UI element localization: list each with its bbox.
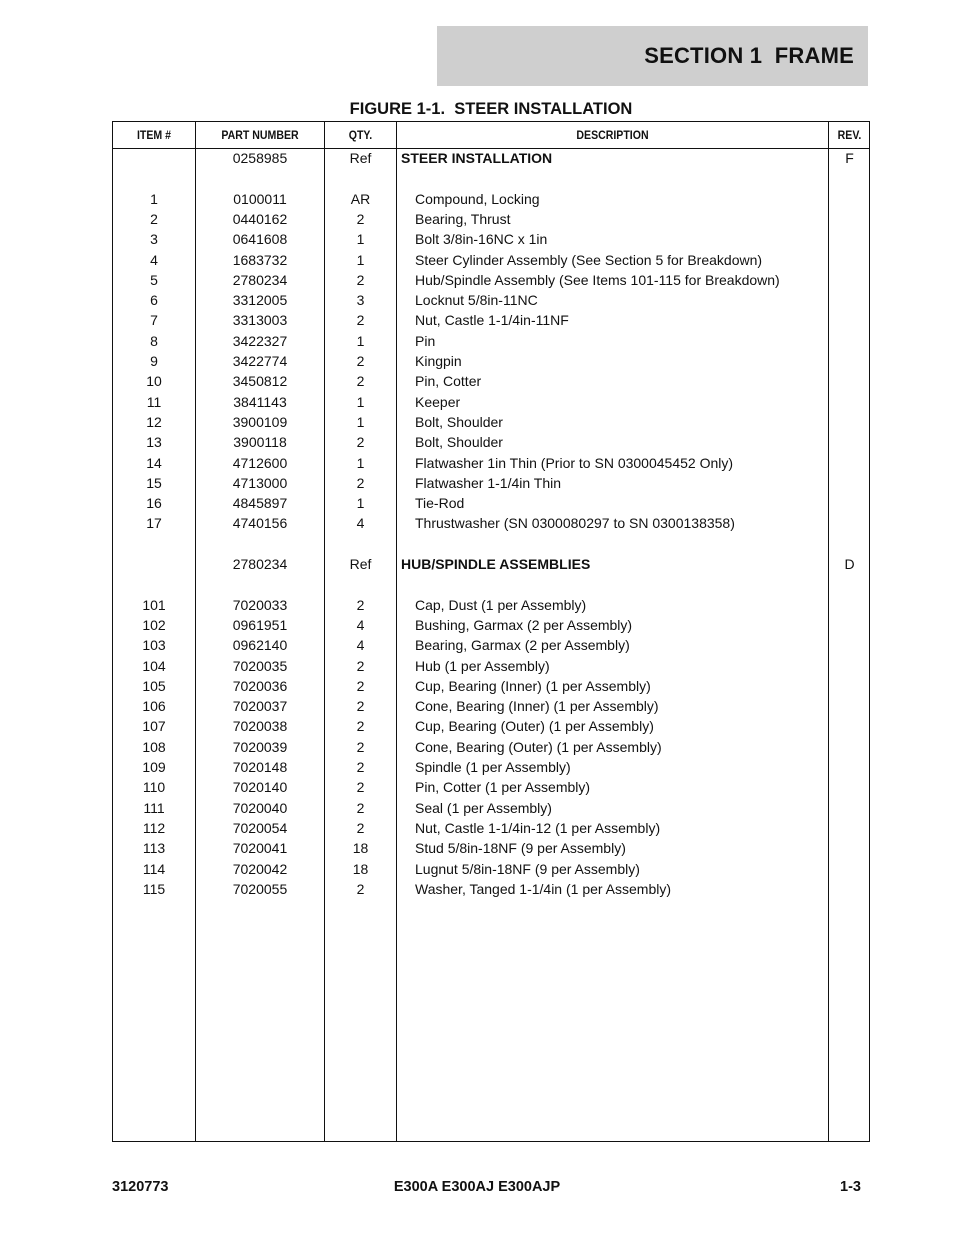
- table-row: [113, 615, 869, 635]
- item-number-cell: 111: [143, 799, 165, 816]
- header-description: DESCRIPTION: [576, 128, 649, 142]
- qty-cell: 4: [356, 616, 365, 633]
- table-group-row: [113, 554, 869, 574]
- table-row: [113, 209, 869, 229]
- rev-cell: F: [845, 150, 854, 166]
- description-cell: Hub/Spindle Assembly (See Items 101-115 for Breakdown): [415, 271, 780, 288]
- item-number-cell: 115: [142, 880, 166, 897]
- rev-cell: [829, 757, 870, 777]
- qty-cell: 18: [352, 840, 369, 857]
- table-row: [113, 757, 869, 777]
- qty-cell: 2: [356, 596, 365, 613]
- description-cell: Seal (1 per Assembly): [415, 799, 552, 816]
- rev-cell: [829, 453, 870, 473]
- qty-cell: 3: [356, 292, 365, 309]
- footer-doc-number: 3120773: [112, 1179, 169, 1195]
- table-group-row: [113, 148, 869, 168]
- qty-cell: 2: [356, 698, 365, 715]
- part-number-cell: 2780234: [232, 271, 288, 288]
- rev-cell: [829, 493, 870, 513]
- description-cell: Pin: [415, 332, 436, 349]
- qty-cell: 2: [356, 880, 365, 897]
- rev-cell: [829, 798, 870, 818]
- item-number-cell: 4: [150, 251, 158, 268]
- table-row: [113, 595, 869, 615]
- rev-cell: D: [844, 556, 855, 572]
- qty-cell: 4: [356, 515, 365, 532]
- part-number-cell: 3422774: [232, 353, 288, 369]
- qty-cell: 2: [356, 312, 365, 329]
- description-cell: Spindle (1 per Assembly): [415, 759, 571, 775]
- table-row: [113, 676, 869, 696]
- part-number-cell: 7020038: [232, 718, 288, 735]
- part-number-cell: 7020042: [232, 860, 288, 877]
- qty-cell: 2: [356, 474, 365, 491]
- qty-cell: 2: [356, 759, 365, 775]
- section-header: [437, 26, 868, 86]
- description-cell: Cap, Dust (1 per Assembly): [415, 596, 587, 613]
- rev-cell: [829, 879, 870, 899]
- table-row: [113, 879, 869, 899]
- part-number-cell: 0961951: [232, 616, 288, 633]
- item-number-cell: 6: [150, 292, 158, 309]
- qty-cell: 2: [356, 434, 365, 451]
- table-row: [113, 473, 869, 493]
- part-number-cell: 4845897: [232, 495, 288, 512]
- table-row: [113, 635, 869, 655]
- table-row: [113, 371, 869, 391]
- qty-cell: 2: [356, 738, 365, 755]
- section-title: SECTION 1 FRAME: [644, 43, 854, 68]
- item-number-cell: 110: [142, 779, 166, 796]
- description-cell: Lugnut 5/8in-18NF (9 per Assembly): [415, 860, 640, 877]
- rev-cell: [829, 412, 870, 432]
- item-number-cell: 109: [142, 759, 166, 775]
- description-cell: Cone, Bearing (Outer) (1 per Assembly): [415, 738, 662, 755]
- rev-cell: [829, 189, 870, 209]
- qty-cell: 2: [356, 657, 365, 674]
- item-number-cell: [113, 148, 195, 168]
- item-number-cell: 112: [142, 819, 166, 836]
- rev-cell: [829, 656, 870, 676]
- parts-table: [112, 121, 870, 1142]
- rev-cell: [829, 716, 870, 736]
- table-row: [113, 716, 869, 736]
- qty-cell: 18: [352, 860, 369, 877]
- qty-cell: 1: [356, 393, 365, 410]
- part-number-cell: 0100011: [233, 190, 287, 207]
- rev-cell: [829, 290, 870, 310]
- header-rev: REV.: [837, 128, 862, 142]
- qty-cell: 2: [356, 373, 365, 390]
- part-number-cell: 0258985: [232, 150, 288, 166]
- part-number-cell: 7020148: [232, 759, 288, 775]
- rev-cell: [829, 432, 870, 452]
- rev-cell: [829, 676, 870, 696]
- item-number-cell: 2: [150, 210, 158, 227]
- item-number-cell: 108: [142, 738, 166, 755]
- item-number-cell: 10: [146, 373, 162, 390]
- part-number-cell: 7020035: [232, 657, 288, 674]
- description-cell: Cup, Bearing (Inner) (1 per Assembly): [415, 677, 651, 694]
- item-number-cell: 102: [142, 616, 166, 633]
- rev-cell: [829, 635, 870, 655]
- rev-cell: [829, 270, 870, 290]
- description-cell: Bushing, Garmax (2 per Assembly): [415, 616, 633, 633]
- item-number-cell: 11: [146, 393, 162, 410]
- rev-cell: [829, 818, 870, 838]
- rev-cell: [829, 696, 870, 716]
- qty-cell: 1: [356, 251, 365, 268]
- qty-cell: Ref: [349, 150, 372, 166]
- qty-cell: 2: [356, 819, 365, 836]
- item-number-cell: 114: [142, 860, 166, 877]
- item-number-cell: 103: [142, 637, 166, 654]
- description-cell: Tie-Rod: [415, 495, 465, 512]
- header-part-number: PART NUMBER: [221, 128, 299, 142]
- rev-cell: [829, 737, 870, 757]
- rev-cell: [829, 310, 870, 330]
- description-cell: Steer Cylinder Assembly (See Section 5 for Breakdown): [415, 251, 763, 268]
- table-row: [113, 392, 869, 412]
- description-cell: Nut, Castle 1-1/4in-11NF: [415, 312, 569, 329]
- description-cell: Pin, Cotter: [415, 373, 482, 390]
- qty-cell: 2: [356, 271, 365, 288]
- table-row: [113, 270, 869, 290]
- qty-cell: Ref: [349, 556, 372, 572]
- part-number-cell: 3900109: [232, 413, 288, 430]
- rev-cell: [829, 513, 870, 533]
- qty-cell: 1: [356, 495, 365, 512]
- qty-cell: 4: [356, 637, 365, 654]
- item-number-cell: 12: [146, 413, 162, 430]
- item-number-cell: 5: [150, 271, 158, 288]
- part-number-cell: 0440162: [232, 210, 288, 227]
- item-number-cell: 8: [150, 332, 158, 349]
- table-row: [113, 493, 869, 513]
- rev-cell: [829, 392, 870, 412]
- description-cell: Bearing, Garmax (2 per Assembly): [415, 637, 630, 654]
- description-cell: STEER INSTALLATION: [401, 150, 553, 166]
- item-number-cell: 17: [146, 515, 162, 532]
- table-row: [113, 656, 869, 676]
- description-cell: Locknut 5/8in-11NC: [415, 292, 538, 309]
- item-number-cell: 16: [146, 495, 162, 512]
- description-cell: Bolt, Shoulder: [415, 434, 503, 451]
- table-row: [113, 229, 869, 249]
- part-number-cell: 3900118: [233, 434, 287, 451]
- part-number-cell: 3313003: [232, 312, 288, 329]
- rev-cell: [829, 331, 870, 351]
- table-row: [113, 351, 869, 371]
- table-row: [113, 189, 869, 209]
- part-number-cell: 4713000: [232, 474, 288, 491]
- description-cell: Compound, Locking: [415, 190, 540, 207]
- qty-cell: 1: [356, 231, 365, 248]
- rev-cell: [829, 250, 870, 270]
- item-number-cell: [113, 554, 195, 574]
- description-cell: Bearing, Thrust: [415, 210, 511, 227]
- description-cell: Flatwasher 1in Thin (Prior to SN 0300045452 Only): [415, 454, 734, 471]
- qty-cell: 2: [356, 718, 365, 735]
- qty-cell: 1: [356, 413, 365, 430]
- table-row: [113, 777, 869, 797]
- description-cell: Pin, Cotter (1 per Assembly): [415, 779, 591, 796]
- description-cell: Bolt 3/8in-16NC x 1in: [415, 231, 548, 248]
- part-number-cell: 7020037: [232, 698, 288, 715]
- table-row: [113, 453, 869, 473]
- rev-cell: [829, 473, 870, 493]
- description-cell: Stud 5/8in-18NF (9 per Assembly): [415, 840, 626, 857]
- rev-cell: [829, 615, 870, 635]
- description-cell: Thrustwasher (SN 0300080297 to SN 0300138358): [415, 515, 735, 532]
- figure-title: FIGURE 1-1. STEER INSTALLATION: [349, 100, 633, 118]
- rev-cell: [829, 777, 870, 797]
- rev-cell: [829, 859, 870, 879]
- rev-cell: [829, 229, 870, 249]
- qty-cell: 2: [356, 677, 365, 694]
- table-row: [113, 331, 869, 351]
- footer-page-number: 1-3: [840, 1179, 861, 1195]
- table-row: [113, 432, 869, 452]
- part-number-cell: 4712600: [232, 454, 288, 471]
- qty-cell: 2: [356, 799, 365, 816]
- table-row: [113, 818, 869, 838]
- item-number-cell: 7: [150, 312, 158, 329]
- part-number-cell: 3450812: [232, 373, 288, 390]
- qty-cell: AR: [350, 190, 371, 207]
- item-number-cell: 106: [142, 698, 166, 715]
- part-number-cell: 7020140: [232, 779, 288, 796]
- qty-cell: 1: [356, 454, 365, 471]
- part-number-cell: 7020040: [232, 799, 288, 816]
- table-row: [113, 859, 869, 879]
- table-row: [113, 838, 869, 858]
- table-row: [113, 798, 869, 818]
- description-cell: Flatwasher 1-1/4in Thin: [415, 474, 562, 491]
- description-cell: Keeper: [415, 393, 461, 410]
- part-number-cell: 1683732: [232, 251, 288, 268]
- description-cell: Kingpin: [415, 353, 462, 369]
- part-number-cell: 0641608: [232, 231, 288, 248]
- part-number-cell: 3422327: [232, 332, 288, 349]
- item-number-cell: 3: [150, 231, 158, 248]
- part-number-cell: 3312005: [232, 292, 288, 309]
- description-cell: Nut, Castle 1-1/4in-12 (1 per Assembly): [415, 819, 661, 836]
- table-row: [113, 250, 869, 270]
- qty-cell: 2: [356, 210, 365, 227]
- part-number-cell: 7020039: [232, 738, 288, 755]
- item-number-cell: 15: [146, 474, 162, 491]
- part-number-cell: 3841143: [233, 393, 287, 410]
- description-cell: Hub (1 per Assembly): [415, 657, 550, 674]
- item-number-cell: 105: [142, 677, 166, 694]
- part-number-cell: 7020054: [232, 819, 288, 836]
- description-cell: Cone, Bearing (Inner) (1 per Assembly): [415, 698, 659, 715]
- part-number-cell: 7020036: [232, 677, 288, 694]
- rev-cell: [829, 351, 870, 371]
- description-cell: Bolt, Shoulder: [415, 413, 503, 430]
- qty-cell: 2: [356, 779, 365, 796]
- table-row: [113, 696, 869, 716]
- item-number-cell: 113: [142, 840, 166, 857]
- description-cell: Cup, Bearing (Outer) (1 per Assembly): [415, 718, 654, 735]
- table-row: [113, 310, 869, 330]
- header-item: ITEM #: [136, 128, 172, 142]
- rev-cell: [829, 371, 870, 391]
- description-cell: Washer, Tanged 1-1/4in (1 per Assembly): [415, 880, 672, 897]
- part-number-cell: 2780234: [232, 556, 288, 572]
- header-qty: QTY.: [348, 128, 373, 142]
- rev-cell: [829, 209, 870, 229]
- part-number-cell: 7020041: [232, 840, 288, 857]
- item-number-cell: 101: [142, 596, 166, 613]
- item-number-cell: 1: [150, 190, 158, 207]
- part-number-cell: 7020033: [232, 596, 288, 613]
- table-row: [113, 290, 869, 310]
- qty-cell: 2: [356, 353, 365, 369]
- footer-models: E300A E300AJ E300AJP: [393, 1179, 561, 1195]
- part-number-cell: 7020055: [232, 880, 288, 897]
- qty-cell: 1: [356, 332, 365, 349]
- rev-cell: [829, 838, 870, 858]
- item-number-cell: 9: [150, 353, 158, 369]
- item-number-cell: 107: [142, 718, 166, 735]
- item-number-cell: 13: [146, 434, 162, 451]
- part-number-cell: 4740156: [232, 515, 288, 532]
- table-row: [113, 412, 869, 432]
- item-number-cell: 104: [142, 657, 166, 674]
- description-cell: HUB/SPINDLE ASSEMBLIES: [401, 556, 591, 572]
- table-row: [113, 737, 869, 757]
- rev-cell: [829, 595, 870, 615]
- part-number-cell: 0962140: [232, 637, 288, 654]
- item-number-cell: 14: [146, 454, 162, 471]
- table-row: [113, 513, 869, 533]
